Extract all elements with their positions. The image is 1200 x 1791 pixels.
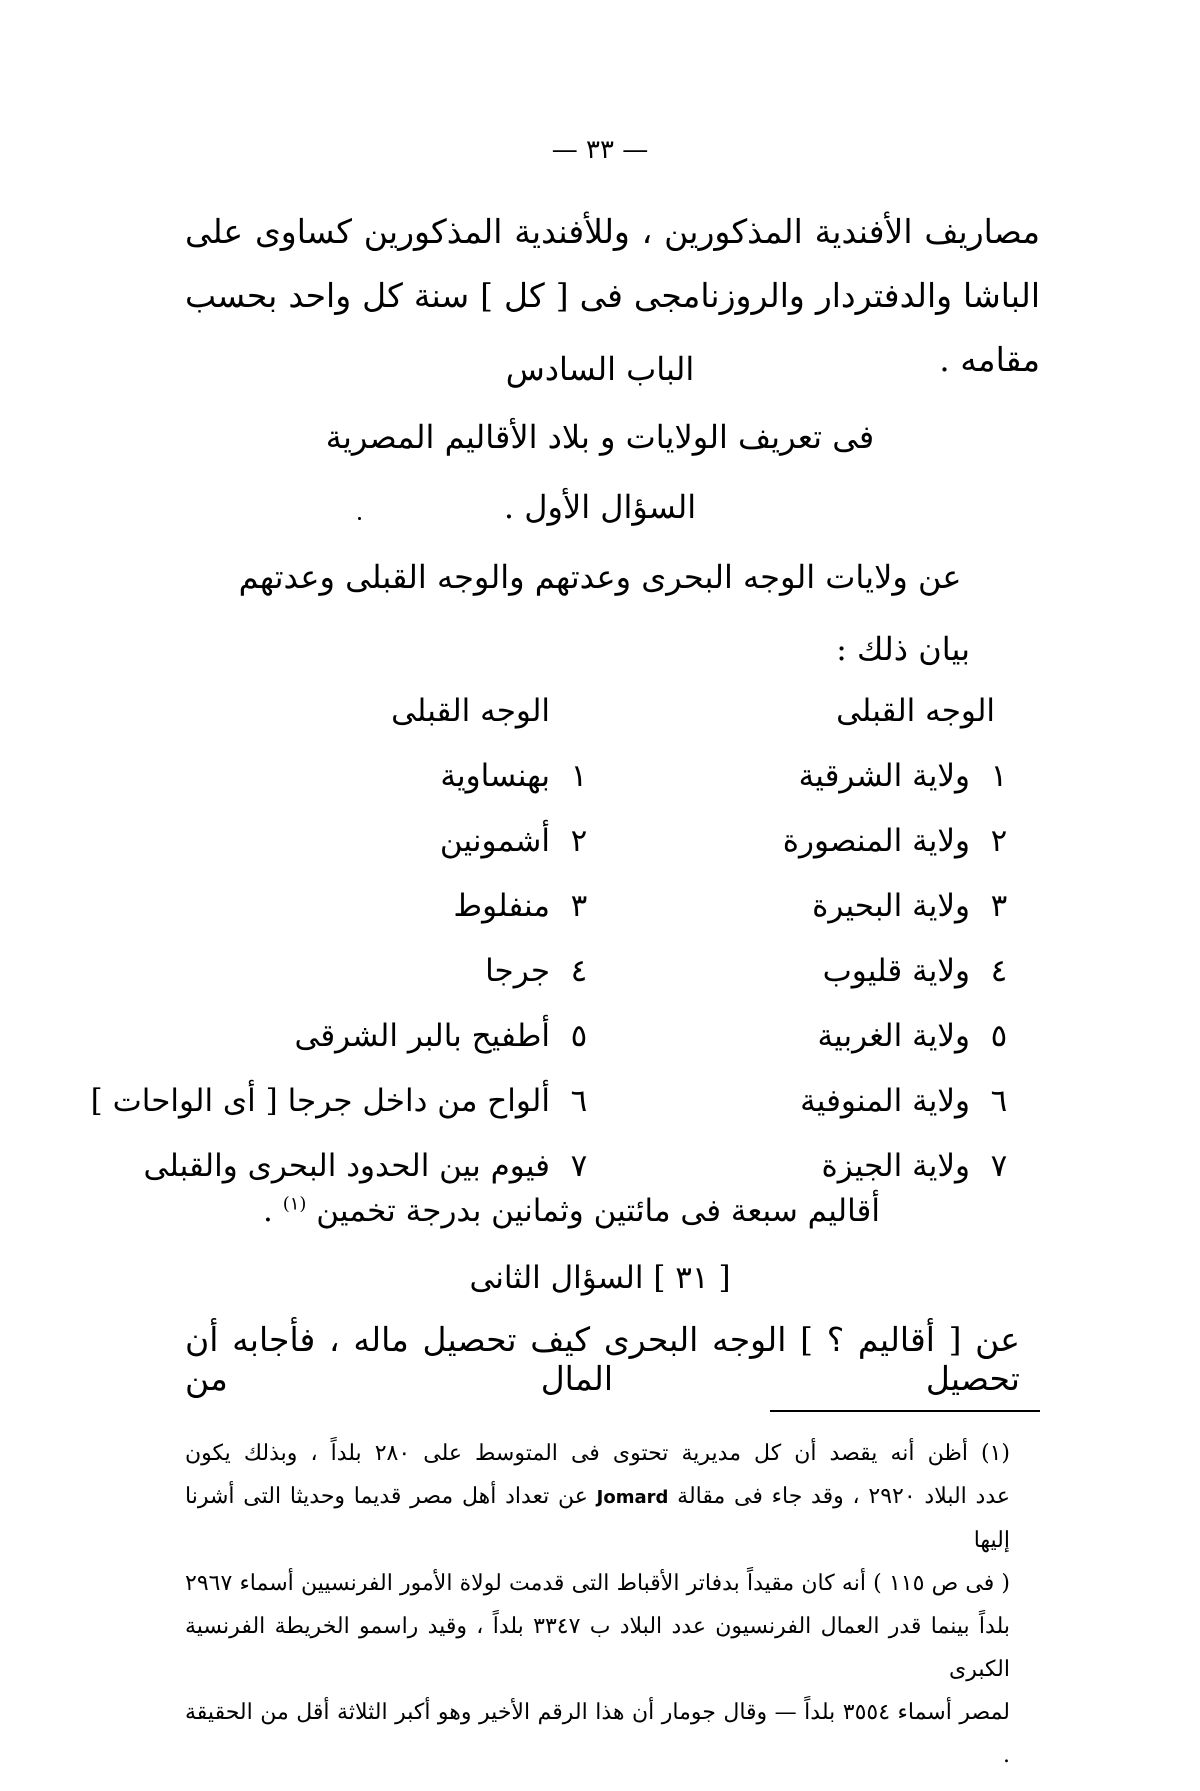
intro-text: بيان ذلك : — [836, 630, 970, 668]
summary-text: أقاليم سبعة فى مائتين وثمانين بدرجة تخمين — [316, 1193, 880, 1229]
list-item-label: منفلوط — [453, 888, 550, 924]
list-item — [453, 888, 590, 924]
list-item-number: ٧ — [570, 1148, 588, 1184]
footnote-line-2 — [185, 1475, 1010, 1562]
list-item-label: ولاية قليوب — [822, 953, 970, 989]
list-item-label: ولاية الجيزة — [821, 1148, 970, 1184]
chapter-subtitle: فى تعريف الولايات و بلاد الأقاليم المصرية — [325, 418, 875, 456]
list-item-number: ٢ — [990, 823, 1008, 859]
list-item-number: ٦ — [570, 1083, 588, 1119]
footnote-line-1: (١) أظن أنه يقصد أن كل مديرية تحتوى فى المتوسط على ٢٨٠ بلداً ، وبذلك يكون — [185, 1441, 1010, 1466]
chapter-title: الباب السادس — [505, 350, 695, 388]
list-item — [485, 953, 590, 989]
list-item-label: فيوم بين الحدود البحرى والقبلى — [143, 1148, 550, 1184]
right-column-heading: الوجه القبلى — [836, 693, 995, 729]
list-item — [799, 758, 1010, 794]
list-item-number: ٧ — [990, 1148, 1008, 1184]
list-item-label: أشمونين — [439, 823, 550, 859]
footnote-latin-name: Jomard — [596, 1487, 669, 1508]
footnote-line-2a: عدد البلاد ٢٩٢٠ ، وقد جاء فى مقالة — [677, 1484, 1011, 1509]
list-item-number: ٣ — [990, 888, 1008, 924]
question-1-text: عن ولايات الوجه البحرى وعدتهم والوجه القبلى وعدتهم — [238, 558, 962, 596]
list-item-number: ٣ — [570, 888, 588, 924]
footnote — [185, 1432, 1010, 1777]
closing-line: عن [ أقاليم ؟ ] الوجه البحرى كيف تحصيل ماله ، فأجابه أن تحصيل المال من — [185, 1320, 1020, 1398]
list-item — [818, 1018, 1010, 1054]
list-item-label: بهنساوية — [440, 758, 550, 794]
question-2-title: [ ٣١ ] السؤال الثانى — [469, 1260, 731, 1296]
list-item-number: ٥ — [570, 1018, 588, 1054]
footnote-divider — [770, 1410, 1040, 1412]
list-item-label: ولاية المنصورة — [782, 823, 970, 859]
list-item — [91, 1083, 590, 1119]
left-column-heading: الوجه القبلى — [391, 693, 550, 729]
list-item — [144, 1148, 590, 1184]
list-item-number: ١ — [570, 758, 588, 794]
list-item-label: ألواح من داخل جرجا [ أى الواحات ] — [90, 1083, 550, 1119]
list-item — [812, 888, 1010, 924]
list-item — [295, 1018, 591, 1054]
list-item — [823, 953, 1010, 989]
list-item-number: ١ — [990, 758, 1008, 794]
list-item-number: ٦ — [990, 1083, 1008, 1119]
footnote-marker: (١) — [282, 1193, 307, 1215]
stray-dot-mark — [358, 517, 361, 520]
list-item-label: ولاية الغربية — [817, 1018, 970, 1054]
page-number: — ٣٣ — — [551, 135, 649, 165]
list-item-label: جرجا — [485, 953, 550, 989]
list-item-label: ولاية المنوفية — [800, 1083, 970, 1119]
list-item-number: ٥ — [990, 1018, 1008, 1054]
list-item — [440, 758, 590, 794]
question-1-title: السؤال الأول . — [503, 488, 697, 526]
list-item-number: ٤ — [990, 953, 1008, 989]
opening-paragraph: مصاريف الأفندية المذكورين ، وللأفندية المذكورين كساوى على الباشا والدفتردار والروزنامجى فى [ كل ] سنة كل واحد بحسب مقامه . — [185, 212, 1040, 379]
summary-line — [263, 1193, 880, 1229]
list-item — [821, 1148, 1010, 1184]
footnote-line-4: بلداً بينما قدر العمال الفرنسيون عدد البلاد ب ٣٣٤٧ بلداً ، وقيد راسمو الخريطة الفرنسية الكبرى — [185, 1614, 1010, 1682]
list-item — [783, 823, 1010, 859]
list-item — [440, 823, 590, 859]
summary-end: . — [262, 1193, 273, 1229]
list-item — [800, 1083, 1010, 1119]
footnote-line-5: لمصر أسماء ٣٥٥٤ بلداً — وقال جومار أن هذا الرقم الأخير وهو أكبر الثلاثة أقل من الحقيقة . — [185, 1700, 1010, 1768]
list-item-label: ولاية الشرقية — [798, 758, 970, 794]
list-item-label: ولاية البحيرة — [812, 888, 970, 924]
footnote-line-2b: عن تعداد أهل مصر قديما وحديثا التى أشرنا إليها — [185, 1484, 1010, 1553]
list-item-number: ٢ — [570, 823, 588, 859]
footnote-line-3: ( فى ص ١١٥ ) أنه كان مقيداً بدفاتر الأقباط التى قدمت لولاة الأمور الفرنسيين أسماء ٢٩٦٧ — [185, 1571, 1011, 1596]
list-item-label: أطفيح بالبر الشرقى — [294, 1018, 550, 1054]
list-item-number: ٤ — [570, 953, 588, 989]
